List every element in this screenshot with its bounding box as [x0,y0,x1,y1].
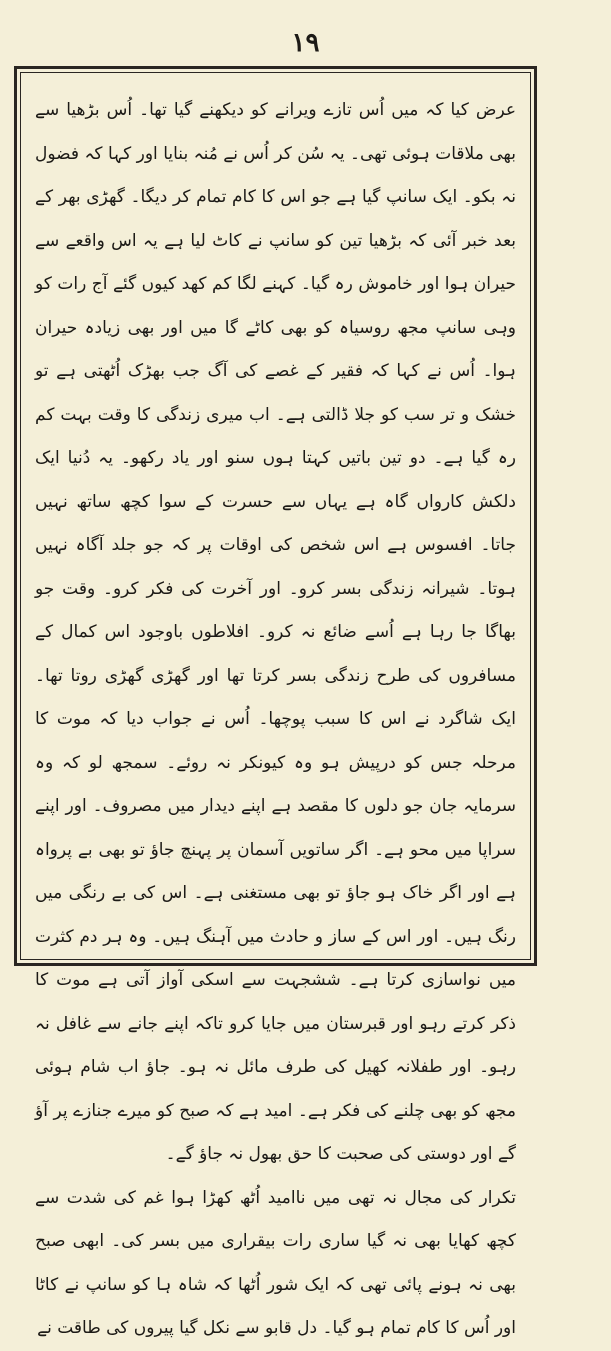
paragraph-1: عرض کیا کہ میں اُس تازے ویرانے کو دیکھنے گیا تھا۔ اُس بڑھیا سے بھی ملاقات ہوئی تھی۔ یہ سُن کر اُس نے مُنہ بنایا اور کہا کہ فضول نہ بکو۔ ایک سانپ گیا ہے جو اس کا کام تمام کر دیگا۔ گھڑی بھر کے بعد خبر آئی کہ بڑھیا تین کو سانپ نے کاٹ لیا ہے یہ اس واقعے سے حیران ہوا اور خاموش رہ گیا۔ کہنے لگا کم کھد کیوں گئے آج رات کو وہی سانپ مجھ روسیاہ کو بھی کاٹے گا میں اور بھی زیادہ حیران ہوا۔ اُس نے کہا کہ فقیر کے غصے کی آگ جب بھڑک اُٹھتی ہے تو خشک و تر سب کو جلا ڈالتی ہے۔ اب میری زندگی کا وقت بہت کم رہ گیا ہے۔ دو تین باتیں کہتا ہوں سنو اور یاد رکھو۔ یہ دُنیا ایک دلکش کارواں گاہ ہے یہاں سے حسرت کے سوا کچھ ساتھ نہیں جاتا۔ افسوس ہے اس شخص کی اوقات پر کہ جو جلد آگاہ نہیں ہوتا۔ شیرانہ زندگی بسر کرو۔ اور آخرت کی فکر کرو۔ وقت جو بھاگا جا رہا ہے اُسے ضائع نہ کرو۔ افلاطوں باوجود اس کمال کے مسافروں کی طرح زندگی بسر کرتا تھا اور گھڑی گھڑی روتا تھا۔ ایک شاگرد نے اس کا سبب پوچھا۔ اُس نے جواب دیا کہ موت کا مرحلہ جس کو درپیش ہو وہ کیونکر نہ روئے۔ سمجھ لو کہ وہ سرمایہ جان جو دلوں کا مقصد ہے اپنے دیدار میں مصروف۔ اور اپنے سراپا میں محو ہے۔ اگر ساتویں آسمان پر پہنچ جاؤ تو بھی بے پرواہ ہے اور اگر خاک ہو جاؤ تو بھی مستغنی ہے۔ اس کی بے رنگی میں رنگ ہیں۔ اور اس کے ساز و حادث میں آہنگ ہیں۔ وہ ہر دم کثرت میں نواسازی کرتا ہے۔ ششجہت سے اسکی آواز آتی ہے موت کا ذکر کرتے رہو اور قبرستان میں جایا کرو تاکہ اپنے جانے سے غافل نہ رہو۔ اور طفلانہ کھیل کی طرف مائل نہ ہو۔ جاؤ اب شام ہوئی مجھ کو بھی چلنے کی فکر ہے۔ امید ہے کہ صبح کو میرے جنازے پر آؤ گے اور دوستی کی صحبت کا حق بھول نہ جاؤ گے۔ [35,100,516,1164]
paragraph-2: تکرار کی مجال نہ تھی میں ناامید اُٹھ کھڑا ہوا غم کی شدت سے کچھ کھایا بھی نہ گیا ساری رات بیقراری میں بسر کی۔ ابھی صبح بھی نہ ہونے پائی تھی کہ ایک شور اُٹھا کہ شاہ ہا کو سانپ نے کاٹا اور اُس کا کام تمام ہو گیا۔ دل قابو سے نکل گیا پیروں کی طاقت نے [35,1187,516,1338]
page-number: ۱۹ [291,28,320,58]
body-text [35,89,516,1351]
text-frame-inner [20,72,531,1338]
text-frame-outer [14,66,537,1338]
